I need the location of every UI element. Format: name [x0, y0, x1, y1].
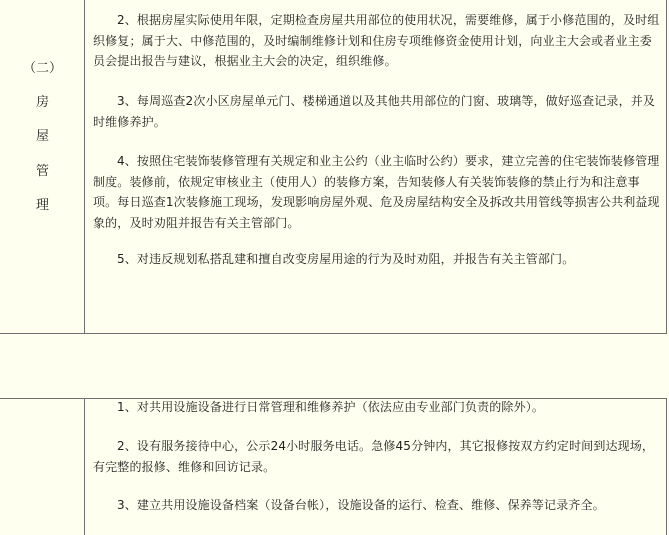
section-label: [0, 0, 85, 334]
section-label-char-3: 管: [35, 164, 49, 179]
section-label-char-2: 屋: [35, 129, 49, 144]
right-border-bottom: [666, 399, 667, 535]
section-label-char-4: 理: [35, 198, 49, 213]
column-divider-bottom: [84, 399, 85, 535]
housing-item-2: 2、根据房屋实际使用年限，定期检查房屋共用部位的使用状况，需要维修，属于小修范围的，及时组织修复；属于大、中修范围的，及时编制维修计划和住房专项维修资金使用计划，向业主大会或者业主委员会提出报告与建议，根据业主大会的决定，组织维修。: [93, 13, 660, 68]
housing-item-3: 3、每周巡查2次小区房屋单元门、楼梯通道以及其他共用部位的门窗、玻璃等，做好巡查记录，并及时维修养护。: [93, 94, 656, 129]
section-label-char-1: 房: [35, 95, 49, 110]
housing-item-5: 5、对违反规划私搭乱建和擅自改变房屋用途的行为及时劝阻，并报告有关主管部门。: [117, 252, 575, 266]
facility-item-3: 3、建立共用设施设备档案（设备台帐），设施设备的运行、检查、维修、保养等记录齐全。: [117, 498, 605, 512]
section-label-number: （二）: [22, 61, 62, 76]
right-border-top: [666, 0, 667, 334]
row-divider-1: [0, 333, 667, 334]
housing-item-4: 4、按照住宅装饰装修管理有关规定和业主公约（业主临时公约）要求，建立完善的住宅装饰装修管理制度。装修前，依规定审核业主（使用人）的装修方案，告知装修人有关装饰装修的禁止行为和注意事项。每日巡查1次装修施工现场，发现影响房屋外观、危及房屋结构安全及拆改共用管线等损害公共利益现象的，及时劝阻并报告有关主管部门。: [93, 154, 660, 230]
facility-item-1: 1、对共用设施设备进行日常管理和维修养护（依法应由专业部门负责的除外）。: [117, 400, 545, 414]
facility-item-2: 2、设有服务接待中心，公示24小时服务电话。急修45分钟内，其它报修按双方约定时间到达现场，有完整的报修、维修和回访记录。: [93, 439, 655, 474]
